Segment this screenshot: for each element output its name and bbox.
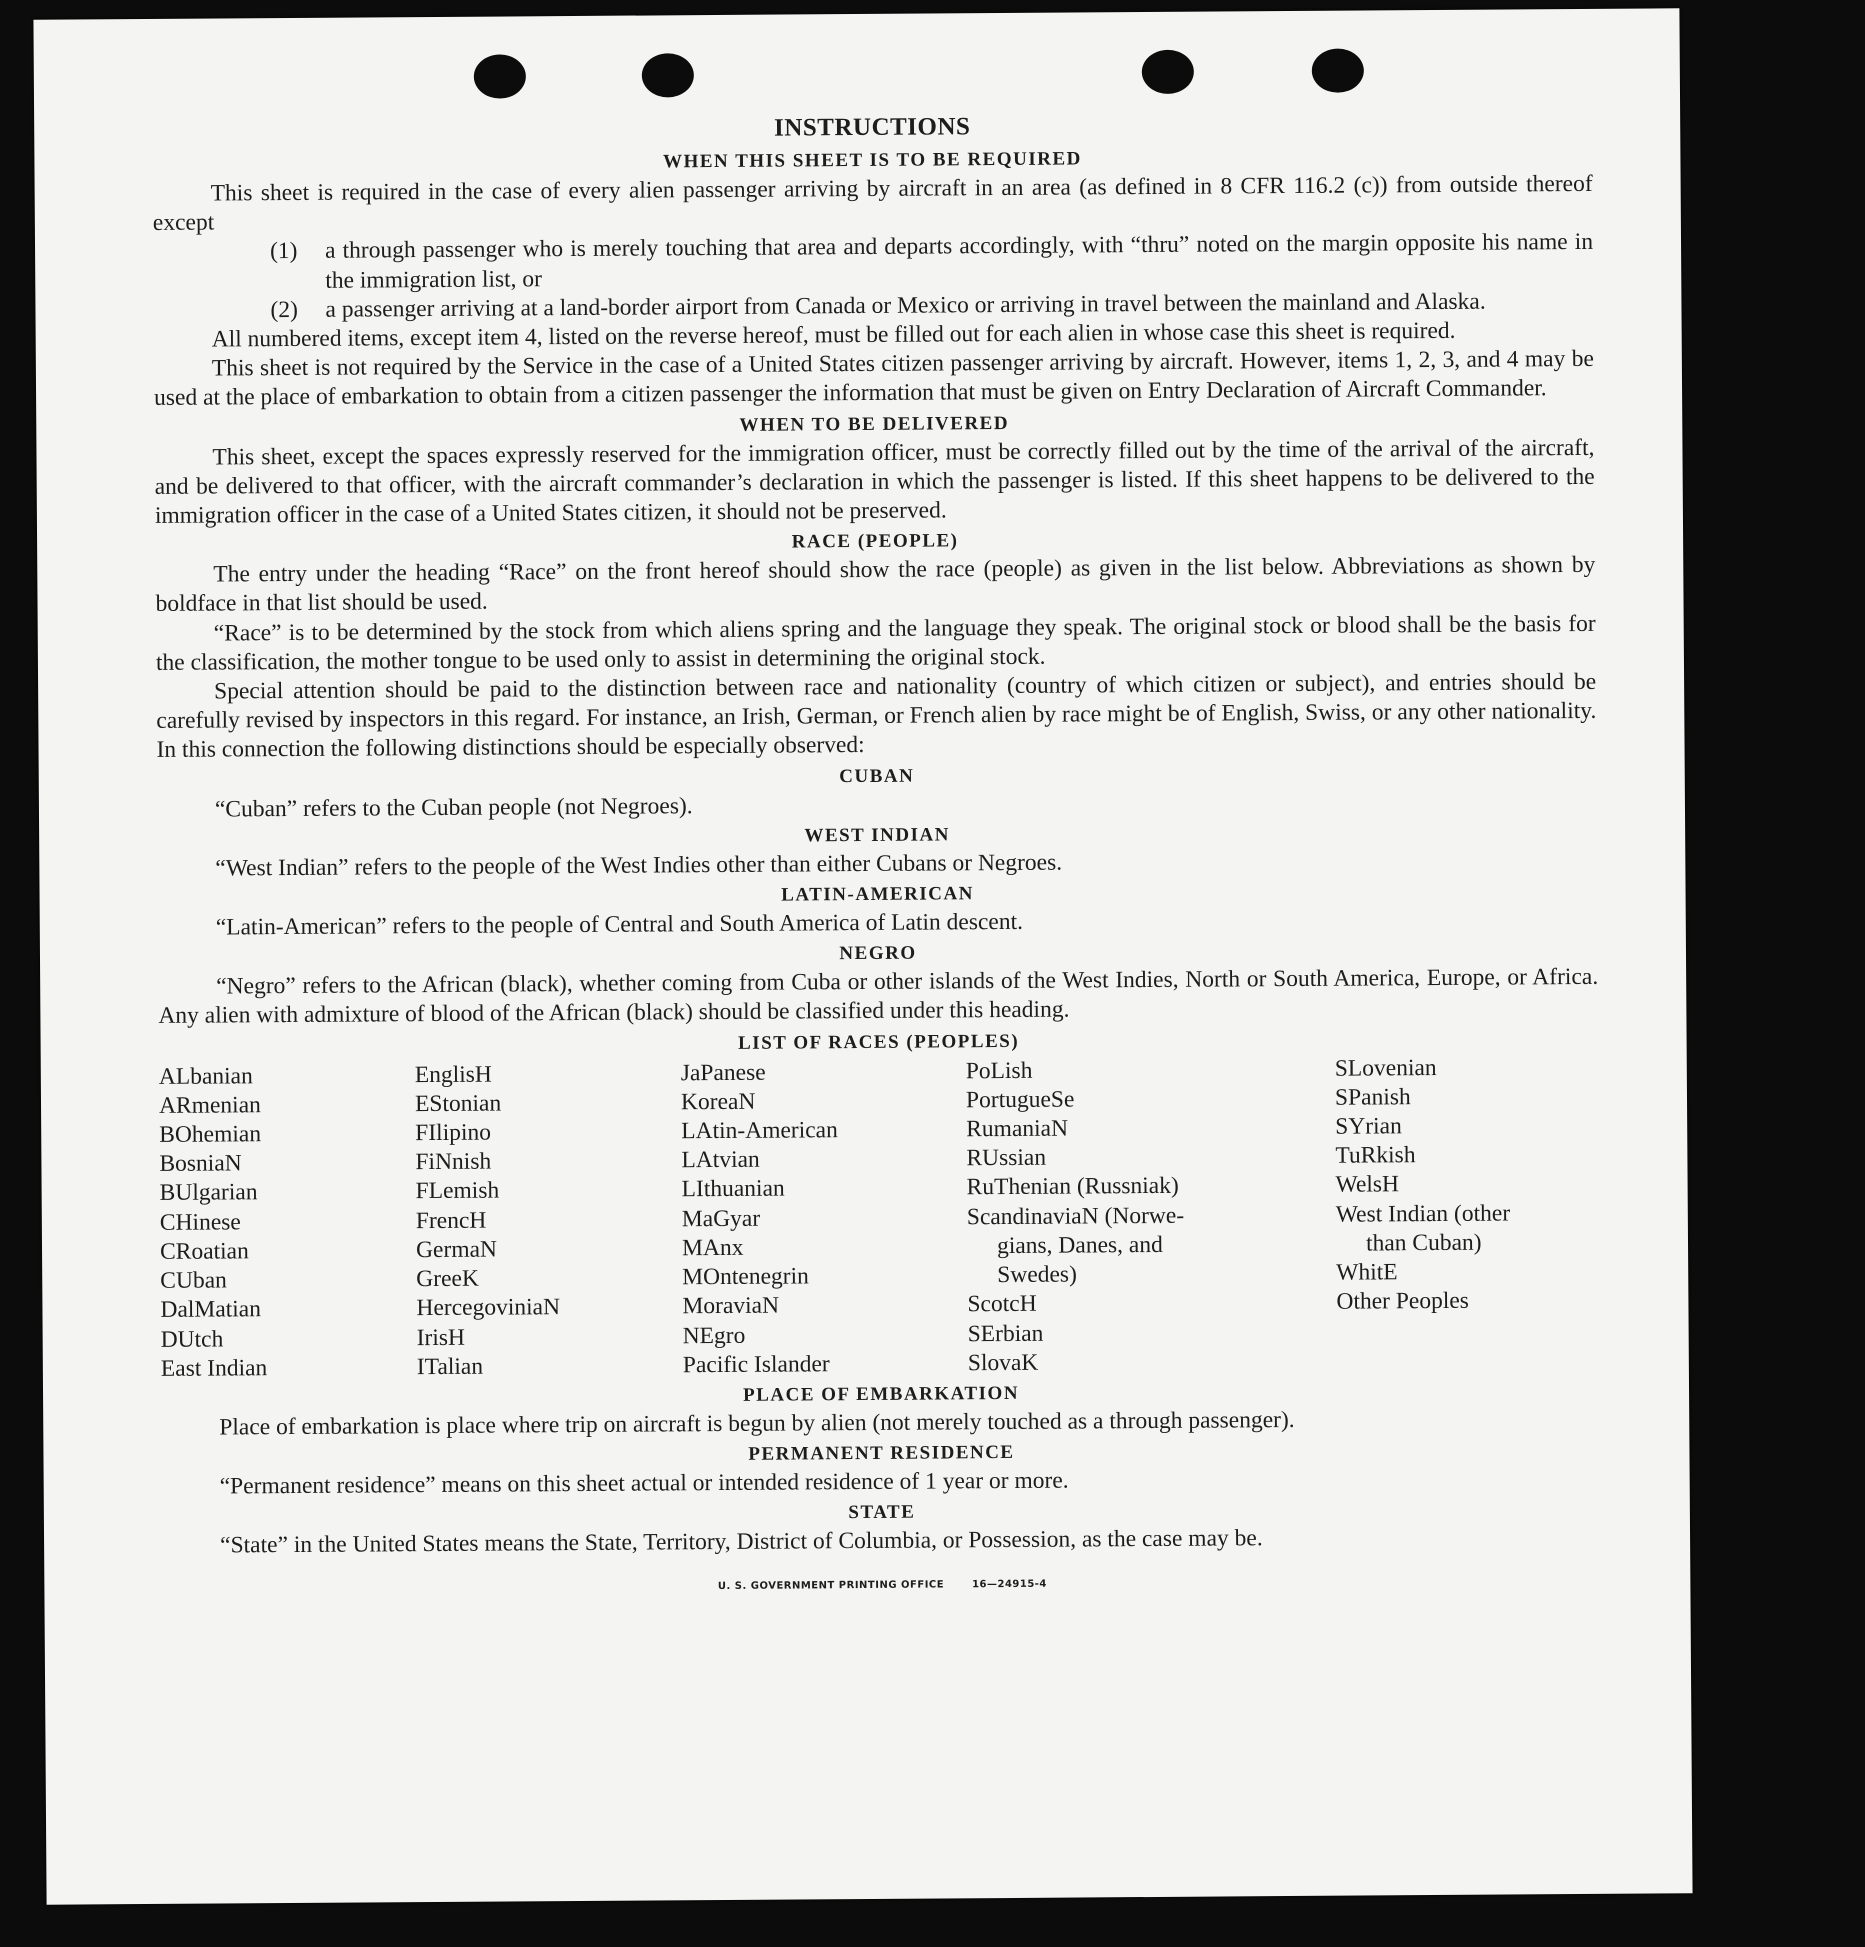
race-entry: BUlgarian: [159, 1179, 258, 1207]
list-item: [153, 228, 1593, 296]
section-heading-required: WHEN THIS SHEET IS TO BE REQUIRED: [662, 148, 1082, 173]
race-entry: Pacific Islander: [682, 1350, 830, 1378]
race-entry: EnglisH: [414, 1061, 492, 1088]
item-text: a passenger arriving at a land-border airport from Canada or Mexico or arriving in travel between the mainland and Alaska.: [325, 288, 1486, 323]
paragraph: Place of embarkation is place where trip on aircraft is begun by alien (not merely touched as a through passenger).: [219, 1406, 1295, 1441]
race-entry: West Indian (other: [1335, 1200, 1511, 1228]
race-entry: ALbanian: [158, 1062, 253, 1090]
section-heading-embarkation: PLACE OF EMBARKATION: [743, 1382, 1020, 1406]
race-entry: SPanish: [1334, 1084, 1411, 1111]
race-entry: MaGyar: [681, 1205, 761, 1232]
section-heading-residence: PERMANENT RESIDENCE: [748, 1442, 1015, 1465]
paragraph: “Cuban” refers to the Cuban people (not Negroes).: [214, 792, 693, 823]
race-entry: DUtch: [160, 1325, 224, 1353]
paragraph: All numbered items, except item 4, listed on the reverse hereof, must be filled out for each alien in whose case this sheet is required.: [211, 317, 1456, 353]
section-heading-races: LIST OF RACES (PEOPLES): [738, 1030, 1020, 1054]
punch-hole: [474, 54, 526, 98]
race-entry: Other Peoples: [1336, 1288, 1470, 1315]
paragraph: “Latin-American” refers to the people of Central and South America of Latin descent.: [215, 908, 1024, 941]
punch-hole: [1142, 50, 1194, 94]
section-heading-west-indian: WEST INDIAN: [804, 824, 950, 847]
punch-hole: [1312, 48, 1364, 92]
race-entry: MoraviaN: [682, 1292, 780, 1320]
document-page: [33, 8, 1692, 1904]
race-entry: PoLish: [965, 1057, 1033, 1084]
race-entry: FiNnish: [415, 1148, 492, 1176]
race-entry: CHinese: [159, 1209, 241, 1236]
race-entry: CUban: [160, 1267, 227, 1295]
race-entry: SYrian: [1335, 1113, 1402, 1140]
race-list: [159, 1053, 1601, 1384]
race-entry: FrencH: [415, 1207, 487, 1234]
section-heading-latin-american: LATIN-AMERICAN: [781, 883, 974, 906]
paragraph: Special attention should be paid to the distinction between race and nationality (country of which citizen or subject), and entries should be carefully revised by inspectors in this regard. For instance, an Irish, German, or French alien by race might be of English, Swiss, or any other nationality. In this connection the following distinctions should be especially observed:: [156, 668, 1597, 764]
race-entry: East Indian: [160, 1354, 268, 1382]
race-entry: LAtvian: [681, 1147, 760, 1174]
race-entry: KoreaN: [680, 1088, 756, 1116]
race-entry: LIthuanian: [681, 1176, 785, 1203]
section-heading-delivered: WHEN TO BE DELIVERED: [739, 412, 1010, 436]
race-entry: SErbian: [967, 1320, 1044, 1347]
race-column: [1335, 1053, 1601, 1376]
race-entry: ScotcH: [967, 1291, 1037, 1318]
race-entry: WhitE: [1336, 1259, 1398, 1286]
paragraph: This sheet is not required by the Service in the case of a United States citizen passenger arriving by aircraft. However, items 1, 2, 3, and 4 may be used at the place of embarkation to obtain from a citizen passenger the information that must be given on Entry Declaration of Aircraft Commander.: [153, 346, 1594, 412]
race-column: [415, 1059, 683, 1382]
punch-hole: [642, 53, 694, 97]
race-entry: SlovaK: [967, 1349, 1039, 1376]
race-entry: GreeK: [416, 1265, 479, 1293]
paragraph: The entry under the heading “Race” on the front hereof should show the race (people) as given in the list below. Abbreviations as shown by boldface in that list should be used.: [155, 552, 1596, 618]
race-entry: NEgro: [682, 1322, 746, 1349]
race-entry: RumaniaN: [966, 1115, 1069, 1143]
race-entry: RUssian: [966, 1145, 1047, 1172]
race-entry: gians, Danes, and: [996, 1231, 1163, 1259]
section-heading-race: RACE (PEOPLE): [791, 530, 959, 553]
race-column: [159, 1061, 417, 1384]
race-entry: MOntenegrin: [682, 1263, 809, 1291]
section-heading-negro: NEGRO: [839, 942, 917, 965]
race-entry: BosniaN: [159, 1150, 242, 1178]
race-entry: ARmenian: [158, 1092, 261, 1119]
paragraph: “Negro” refers to the African (black), whether coming from Cuba or other islands of the West Indies, North or South America, Europe, or Africa. Any alien with admixture of blood of the African (black) should be classified under this heading.: [158, 964, 1599, 1030]
race-entry: FLemish: [415, 1178, 500, 1205]
race-column: [966, 1054, 1337, 1378]
race-entry: CRoatian: [159, 1238, 249, 1265]
race-entry: WelsH: [1335, 1171, 1400, 1199]
race-entry: MAnx: [681, 1234, 744, 1262]
paragraph: “Race” is to be determined by the stock from which aliens spring and the language they speak. The original stock or blood shall be the basis for the classification, the mother tongue to be used only to assist in determining the original stock.: [155, 610, 1596, 676]
race-column: [681, 1057, 968, 1380]
printer-name: U. S. GOVERNMENT PRINTING OFFICE: [717, 1578, 945, 1592]
instructions-content: [152, 107, 1602, 1605]
race-entry: SLovenian: [1334, 1054, 1437, 1082]
race-entry: EStonian: [414, 1090, 502, 1118]
race-entry: BOhemian: [159, 1121, 262, 1148]
paragraph: “State” in the United States means the State, Territory, District of Columbia, or Possession, as the case may be.: [220, 1525, 1263, 1559]
race-entry: TuRkish: [1335, 1142, 1416, 1169]
race-entry: ScandinaviaN (Norwe-: [966, 1202, 1185, 1230]
item-number: (1): [269, 238, 298, 265]
paragraph: This sheet, except the spaces expressly reserved for the immigration officer, must be correctly filled out by the time of the arrival of the aircraft, and be delivered to that officer, with the aircraft commander’s declaration in which the passenger is listed. If this sheet happens to be delivered to the immigration officer in the case of a United States citizen, it should not be preserved.: [154, 434, 1595, 529]
race-entry: than Cuban): [1365, 1229, 1482, 1257]
paragraph: “West Indian” refers to the people of the West Indies other than either Cubans or Negroes.: [215, 849, 1063, 882]
race-entry: FIlipino: [415, 1119, 492, 1147]
race-entry: ITalian: [416, 1353, 484, 1380]
race-entry: JaPanese: [680, 1059, 766, 1086]
printer-imprint: [162, 1565, 1602, 1604]
paragraph: This sheet is required in the case of every alien passenger arriving by aircraft in an area (as defined in 8 CFR 116.2 (c)) from outside thereof except: [152, 170, 1593, 237]
race-entry: RuThenian (Russniak): [966, 1173, 1179, 1201]
item-text: a through passenger who is merely touching that area and departs accordingly, with “thru” noted on the margin opposite his name in the immigration list, or: [324, 229, 1594, 294]
race-entry: HercegoviniaN: [416, 1294, 561, 1322]
paragraph: “Permanent residence” means on this sheet actual or intended residence of 1 year or more.: [219, 1467, 1069, 1500]
race-entry: GermaN: [415, 1236, 498, 1264]
page-title: INSTRUCTIONS: [773, 113, 971, 142]
race-entry: IrisH: [416, 1324, 466, 1351]
section-heading-state: STATE: [848, 1501, 916, 1524]
race-entry: DalMatian: [160, 1296, 262, 1324]
section-heading-cuban: CUBAN: [839, 765, 915, 787]
race-entry: PortugueSe: [965, 1086, 1075, 1114]
form-code: 16—24915-4: [972, 1578, 1047, 1590]
item-number: (2): [270, 296, 298, 323]
race-entry: Swedes): [997, 1261, 1077, 1289]
race-entry: LAtin-American: [681, 1117, 838, 1145]
